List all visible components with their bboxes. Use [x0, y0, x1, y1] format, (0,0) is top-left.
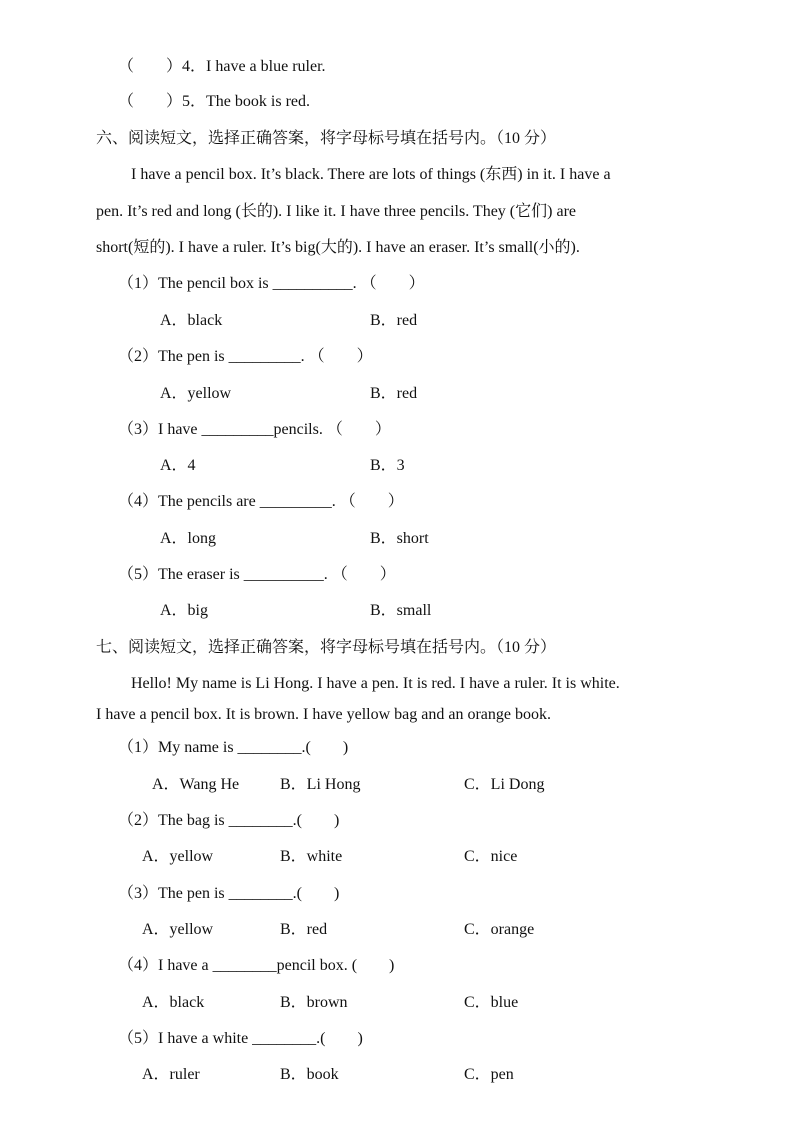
s7-q1-option-b: B．Li Hong — [280, 776, 361, 793]
s7-q5-option-a: A．ruler — [142, 1066, 200, 1083]
section7-heading: 七、阅读短文，选择正确答案，将字母标号填在括号内。（10 分） — [96, 639, 557, 656]
tf-item-5 — [118, 92, 310, 112]
s7-question-4: （4）I have a ________pencil box. ( ) — [118, 957, 395, 974]
answer-paren: （ ） — [118, 58, 183, 75]
s7-q3-option-b: B．red — [280, 921, 328, 938]
tf-item-text: 5．The book is red. — [182, 93, 310, 110]
s6-question-1: （1）The pencil box is __________. （ ） — [118, 275, 425, 292]
s6-question-3: （3）I have _________pencils. （ ） — [118, 421, 391, 438]
section7-passage-line-2: I have a pencil box. It is brown. I have yellow bag and an orange book. — [96, 706, 551, 723]
section7-passage-line-1: Hello! My name is Li Hong. I have a pen. It is red. I have a ruler. It is white. — [131, 675, 620, 692]
s7-q2-option-c: C．nice — [464, 848, 518, 865]
s7-q4-option-a: A．black — [142, 994, 205, 1011]
s7-q1-option-c: C．Li Dong — [464, 776, 545, 793]
s7-q5-option-b: B．book — [280, 1066, 339, 1083]
s6-question-5: （5）The eraser is __________. （ ） — [118, 566, 396, 583]
s6-q3-option-b: B．3 — [370, 457, 405, 474]
section6-passage-line-3: short(短的). I have a ruler. It’s big(大的). I have an eraser. It’s small(小的). — [96, 239, 580, 256]
s6-q1-option-a: A．black — [160, 312, 223, 329]
s7-q4-option-b: B．brown — [280, 994, 348, 1011]
tf-item-4 — [118, 57, 326, 77]
section6-heading: 六、阅读短文，选择正确答案，将字母标号填在括号内。（10 分） — [96, 130, 557, 147]
section6-passage-line-1: I have a pencil box. It’s black. There are lots of things (东西) in it. I have a — [131, 166, 611, 183]
s7-q5-option-c: C．pen — [464, 1066, 514, 1083]
s6-q1-option-b: B．red — [370, 312, 418, 329]
s6-q5-option-b: B．small — [370, 602, 432, 619]
s7-question-3: （3）The pen is ________.( ) — [118, 885, 340, 902]
answer-paren: （ ） — [118, 93, 183, 110]
s6-q2-option-b: B．red — [370, 385, 418, 402]
s7-q4-option-c: C．blue — [464, 994, 519, 1011]
s6-question-2: （2）The pen is _________. （ ） — [118, 348, 373, 365]
s6-q2-option-a: A．yellow — [160, 385, 232, 402]
s7-question-5: （5）I have a white ________.( ) — [118, 1030, 363, 1047]
s6-q3-option-a: A．4 — [160, 457, 196, 474]
s7-q2-option-a: A．yellow — [142, 848, 214, 865]
s6-q5-option-a: A．big — [160, 602, 209, 619]
s7-q3-option-c: C．orange — [464, 921, 535, 938]
s7-question-1: （1）My name is ________.( ) — [118, 739, 349, 756]
s7-question-2: （2）The bag is ________.( ) — [118, 812, 340, 829]
tf-item-text: 4．I have a blue ruler. — [182, 58, 326, 75]
section6-passage-line-2: pen. It’s red and long (长的). I like it. I have three pencils. They (它们) are — [96, 203, 576, 220]
s6-q4-option-b: B．short — [370, 530, 429, 547]
s7-q3-option-a: A．yellow — [142, 921, 214, 938]
s7-q1-option-a: A．Wang He — [152, 776, 240, 793]
s7-q2-option-b: B．white — [280, 848, 343, 865]
s6-question-4: （4）The pencils are _________. （ ） — [118, 493, 404, 510]
s6-q4-option-a: A．long — [160, 530, 217, 547]
